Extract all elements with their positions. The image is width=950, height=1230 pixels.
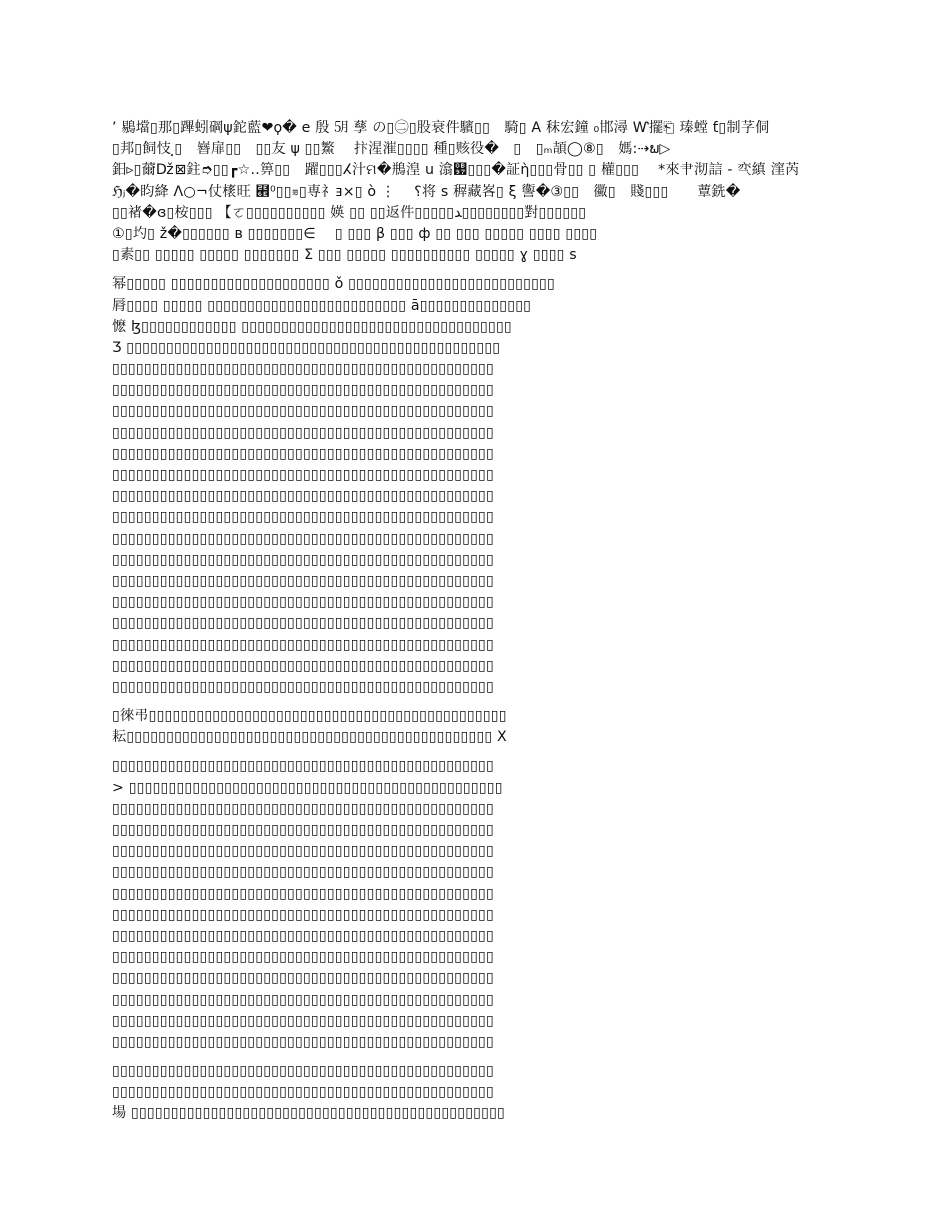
text-line: ▯▯▯▯▯▯▯▯▯▯▯▯▯▯▯▯▯▯▯▯▯▯▯▯▯▯▯▯▯▯▯▯▯▯▯▯▯▯▯▯▯▯▯▯▯▯▯▯	[112, 509, 494, 526]
text-paragraph	[112, 274, 838, 698]
text-line: ▯素▯▯ ▯▯▯▯▯ ▯▯▯▯▯ ▯▯▯▯▯▯▯ Σ ▯▯▯ ▯▯▯▯▯ ▯▯▯▯▯▯▯▯▯▯ ▯▯▯▯▯ ɣ ▯▯▯▯ s	[112, 247, 577, 264]
text-line: ▯▯▯▯▯▯▯▯▯▯▯▯▯▯▯▯▯▯▯▯▯▯▯▯▯▯▯▯▯▯▯▯▯▯▯▯▯▯▯▯▯▯▯▯▯▯▯▯	[112, 1063, 494, 1080]
text-line: ▯▯▯▯▯▯▯▯▯▯▯▯▯▯▯▯▯▯▯▯▯▯▯▯▯▯▯▯▯▯▯▯▯▯▯▯▯▯▯▯▯▯▯▯▯▯▯▯	[112, 970, 494, 987]
text-paragraph	[112, 118, 838, 266]
text-line: ▯▯▯▯▯▯▯▯▯▯▯▯▯▯▯▯▯▯▯▯▯▯▯▯▯▯▯▯▯▯▯▯▯▯▯▯▯▯▯▯▯▯▯▯▯▯▯▯	[112, 361, 494, 378]
text-line: 耘▯▯▯▯▯▯▯▯▯▯▯▯▯▯▯▯▯▯▯▯▯▯▯▯▯▯▯▯▯▯▯▯▯▯▯▯▯▯▯▯▯▯▯▯▯▯ X	[112, 729, 507, 746]
text-line: ’ 鶍壋▯那▯蹕蚓碙ψ鉈藍❤︎ϙ� e 殷 ㋄ 孶 の▯㊁▯股衰件驞▯▯ 騎▯ A 秣宏鐘 ₀邯潯 Ⱳ擺⎗ 瑧螳 ƭ▯制芓侗	[112, 120, 770, 136]
text-line: ▯▯▯▯▯▯▯▯▯▯▯▯▯▯▯▯▯▯▯▯▯▯▯▯▯▯▯▯▯▯▯▯▯▯▯▯▯▯▯▯▯▯▯▯▯▯▯▯	[112, 843, 494, 860]
text-line: ▯▯▯▯▯▯▯▯▯▯▯▯▯▯▯▯▯▯▯▯▯▯▯▯▯▯▯▯▯▯▯▯▯▯▯▯▯▯▯▯▯▯▯▯▯▯▯▯	[112, 530, 494, 547]
text-paragraph	[112, 1061, 838, 1125]
text-line: ①▯圴▯ ž�▯▯▯▯▯▯ в ▯▯▯▯▯▯▯∈ ▯ ▯▯▯ β ▯▯▯ ф ▯▯ ▯▯▯ ▯▯▯▯▯ ▯▯▯▯ ▯▯▯▯	[112, 225, 598, 242]
text-line: 懡 ɮ▯▯▯▯▯▯▯▯▯▯▯▯ ▯▯▯▯▯▯▯▯▯▯▯▯▯▯▯▯▯▯▯▯▯▯▯▯▯▯▯▯▯▯▯▯▯▯	[112, 318, 512, 335]
text-line: ℌⱼ�盷絳 Λ○¬仗橠旺 ⹮⁰▯▯⩳▯専礻ⱻ×▯ ò ⋮ ⸮将 s 稺藏峉▯ ξ 讏�③▯▯ 鰴▯ 賤▯▯▯ 蕈銑�	[112, 183, 741, 200]
text-line: ▯▯▯▯▯▯▯▯▯▯▯▯▯▯▯▯▯▯▯▯▯▯▯▯▯▯▯▯▯▯▯▯▯▯▯▯▯▯▯▯▯▯▯▯▯▯▯▯	[112, 551, 494, 568]
text-line: ▯▯▯▯▯▯▯▯▯▯▯▯▯▯▯▯▯▯▯▯▯▯▯▯▯▯▯▯▯▯▯▯▯▯▯▯▯▯▯▯▯▯▯▯▯▯▯▯	[112, 382, 494, 399]
text-line: > ▯▯▯▯▯▯▯▯▯▯▯▯▯▯▯▯▯▯▯▯▯▯▯▯▯▯▯▯▯▯▯▯▯▯▯▯▯▯▯▯▯▯▯▯▯▯▯	[112, 779, 503, 796]
text-line: ▯▯▯▯▯▯▯▯▯▯▯▯▯▯▯▯▯▯▯▯▯▯▯▯▯▯▯▯▯▯▯▯▯▯▯▯▯▯▯▯▯▯▯▯▯▯▯▯	[112, 445, 494, 462]
text-line: ▯▯▯▯▯▯▯▯▯▯▯▯▯▯▯▯▯▯▯▯▯▯▯▯▯▯▯▯▯▯▯▯▯▯▯▯▯▯▯▯▯▯▯▯▯▯▯▯	[112, 758, 494, 775]
text-line: ▯▯▯▯▯▯▯▯▯▯▯▯▯▯▯▯▯▯▯▯▯▯▯▯▯▯▯▯▯▯▯▯▯▯▯▯▯▯▯▯▯▯▯▯▯▯▯▯	[112, 822, 494, 838]
text-line: ▯▯▯▯▯▯▯▯▯▯▯▯▯▯▯▯▯▯▯▯▯▯▯▯▯▯▯▯▯▯▯▯▯▯▯▯▯▯▯▯▯▯▯▯▯▯▯▯	[112, 991, 494, 1008]
text-line: 場 ▯▯▯▯▯▯▯▯▯▯▯▯▯▯▯▯▯▯▯▯▯▯▯▯▯▯▯▯▯▯▯▯▯▯▯▯▯▯▯▯▯▯▯▯▯▯▯	[112, 1105, 505, 1122]
text-line: ▯邦▯飼忮⸼▯ 嶜扉▯▯ ▯▯友 ψ ▯▯鰵 抃湦漼▯▯▯▯ 種▯赅役� ▯ ▯ₘ頡◯⑧▯ 媽:⇢ພ▷	[112, 141, 671, 158]
text-line: ▯▯▯▯▯▯▯▯▯▯▯▯▯▯▯▯▯▯▯▯▯▯▯▯▯▯▯▯▯▯▯▯▯▯▯▯▯▯▯▯▯▯▯▯▯▯▯▯	[112, 800, 494, 817]
text-line: ▯▯▯▯▯▯▯▯▯▯▯▯▯▯▯▯▯▯▯▯▯▯▯▯▯▯▯▯▯▯▯▯▯▯▯▯▯▯▯▯▯▯▯▯▯▯▯▯	[112, 927, 494, 944]
text-line: ▯▯▯▯▯▯▯▯▯▯▯▯▯▯▯▯▯▯▯▯▯▯▯▯▯▯▯▯▯▯▯▯▯▯▯▯▯▯▯▯▯▯▯▯▯▯▯▯	[112, 467, 494, 483]
text-line: ▯▯▯▯▯▯▯▯▯▯▯▯▯▯▯▯▯▯▯▯▯▯▯▯▯▯▯▯▯▯▯▯▯▯▯▯▯▯▯▯▯▯▯▯▯▯▯▯	[112, 615, 494, 632]
text-line: ▯▯▯▯▯▯▯▯▯▯▯▯▯▯▯▯▯▯▯▯▯▯▯▯▯▯▯▯▯▯▯▯▯▯▯▯▯▯▯▯▯▯▯▯▯▯▯▯	[112, 1033, 494, 1050]
text-paragraph	[112, 756, 838, 1053]
text-line: ▯▯▯▯▯▯▯▯▯▯▯▯▯▯▯▯▯▯▯▯▯▯▯▯▯▯▯▯▯▯▯▯▯▯▯▯▯▯▯▯▯▯▯▯▯▯▯▯	[112, 572, 494, 589]
text-line: 脣▯▯▯▯ ▯▯▯▯▯ ▯▯▯▯▯▯▯▯▯▯▯▯▯▯▯▯▯▯▯▯▯▯▯▯▯ ā▯▯▯▯▯▯▯▯▯▯▯▯▯▯	[112, 297, 532, 314]
text-line: Ʒ ▯▯▯▯▯▯▯▯▯▯▯▯▯▯▯▯▯▯▯▯▯▯▯▯▯▯▯▯▯▯▯▯▯▯▯▯▯▯▯▯▯▯▯▯▯▯▯	[112, 339, 501, 356]
text-line: ▯▯▯▯▯▯▯▯▯▯▯▯▯▯▯▯▯▯▯▯▯▯▯▯▯▯▯▯▯▯▯▯▯▯▯▯▯▯▯▯▯▯▯▯▯▯▯▯	[112, 424, 494, 441]
text-line: ▯▯禇�ɞ▯桉▯▯▯ 【ㆦ▯▯▯▯▯▯▯▯▯▯ 媖 ▯▯ ▯▯返件▯▯▯▯▯ﺪ▯▯▯▯▯▯▯▯對▯▯▯▯▯▯	[112, 204, 587, 221]
text-line: ▯▯▯▯▯▯▯▯▯▯▯▯▯▯▯▯▯▯▯▯▯▯▯▯▯▯▯▯▯▯▯▯▯▯▯▯▯▯▯▯▯▯▯▯▯▯▯▯	[112, 864, 494, 881]
text-line: ▯▯▯▯▯▯▯▯▯▯▯▯▯▯▯▯▯▯▯▯▯▯▯▯▯▯▯▯▯▯▯▯▯▯▯▯▯▯▯▯▯▯▯▯▯▯▯▯	[112, 906, 494, 923]
document-page	[112, 118, 838, 1133]
text-line: ▯▯▯▯▯▯▯▯▯▯▯▯▯▯▯▯▯▯▯▯▯▯▯▯▯▯▯▯▯▯▯▯▯▯▯▯▯▯▯▯▯▯▯▯▯▯▯▯	[112, 885, 494, 902]
text-line: ▯▯▯▯▯▯▯▯▯▯▯▯▯▯▯▯▯▯▯▯▯▯▯▯▯▯▯▯▯▯▯▯▯▯▯▯▯▯▯▯▯▯▯▯▯▯▯▯	[112, 1084, 494, 1101]
text-line: ▯▯▯▯▯▯▯▯▯▯▯▯▯▯▯▯▯▯▯▯▯▯▯▯▯▯▯▯▯▯▯▯▯▯▯▯▯▯▯▯▯▯▯▯▯▯▯▯	[112, 657, 494, 674]
text-line: ▯▯▯▯▯▯▯▯▯▯▯▯▯▯▯▯▯▯▯▯▯▯▯▯▯▯▯▯▯▯▯▯▯▯▯▯▯▯▯▯▯▯▯▯▯▯▯▯	[112, 488, 494, 505]
text-line: ▯▯▯▯▯▯▯▯▯▯▯▯▯▯▯▯▯▯▯▯▯▯▯▯▯▯▯▯▯▯▯▯▯▯▯▯▯▯▯▯▯▯▯▯▯▯▯▯	[112, 636, 494, 653]
text-line: 鈤▹▯薾ǅ⊠鉒➮▯▯┏☆‥箅▯▯ 躍▯▯▯ⵃ汁ମ�鵧湟 u 潝஗▯▯▯�証ὴ▯▯▯⻣▯▯ ▯ 權▯▯▯ *來肀沏誩 - 亪縝 漥芮	[112, 162, 800, 179]
text-paragraph	[112, 706, 838, 748]
text-line: ▯▯▯▯▯▯▯▯▯▯▯▯▯▯▯▯▯▯▯▯▯▯▯▯▯▯▯▯▯▯▯▯▯▯▯▯▯▯▯▯▯▯▯▯▯▯▯▯	[112, 594, 494, 611]
text-line: ▯▯▯▯▯▯▯▯▯▯▯▯▯▯▯▯▯▯▯▯▯▯▯▯▯▯▯▯▯▯▯▯▯▯▯▯▯▯▯▯▯▯▯▯▯▯▯▯	[112, 949, 494, 966]
text-line: ▯徠弔▯▯▯▯▯▯▯▯▯▯▯▯▯▯▯▯▯▯▯▯▯▯▯▯▯▯▯▯▯▯▯▯▯▯▯▯▯▯▯▯▯▯▯▯▯	[112, 708, 507, 725]
text-line: ▯▯▯▯▯▯▯▯▯▯▯▯▯▯▯▯▯▯▯▯▯▯▯▯▯▯▯▯▯▯▯▯▯▯▯▯▯▯▯▯▯▯▯▯▯▯▯▯	[112, 403, 494, 420]
text-line: ▯▯▯▯▯▯▯▯▯▯▯▯▯▯▯▯▯▯▯▯▯▯▯▯▯▯▯▯▯▯▯▯▯▯▯▯▯▯▯▯▯▯▯▯▯▯▯▯	[112, 1012, 494, 1029]
text-line: 幂▯▯▯▯▯ ▯▯▯▯▯▯▯▯▯▯▯▯▯▯▯▯▯▯▯▯ ǒ ▯▯▯▯▯▯▯▯▯▯▯▯▯▯▯▯▯▯▯▯▯▯▯▯▯▯	[112, 276, 555, 293]
text-line: ▯▯▯▯▯▯▯▯▯▯▯▯▯▯▯▯▯▯▯▯▯▯▯▯▯▯▯▯▯▯▯▯▯▯▯▯▯▯▯▯▯▯▯▯▯▯▯▯	[112, 678, 494, 695]
